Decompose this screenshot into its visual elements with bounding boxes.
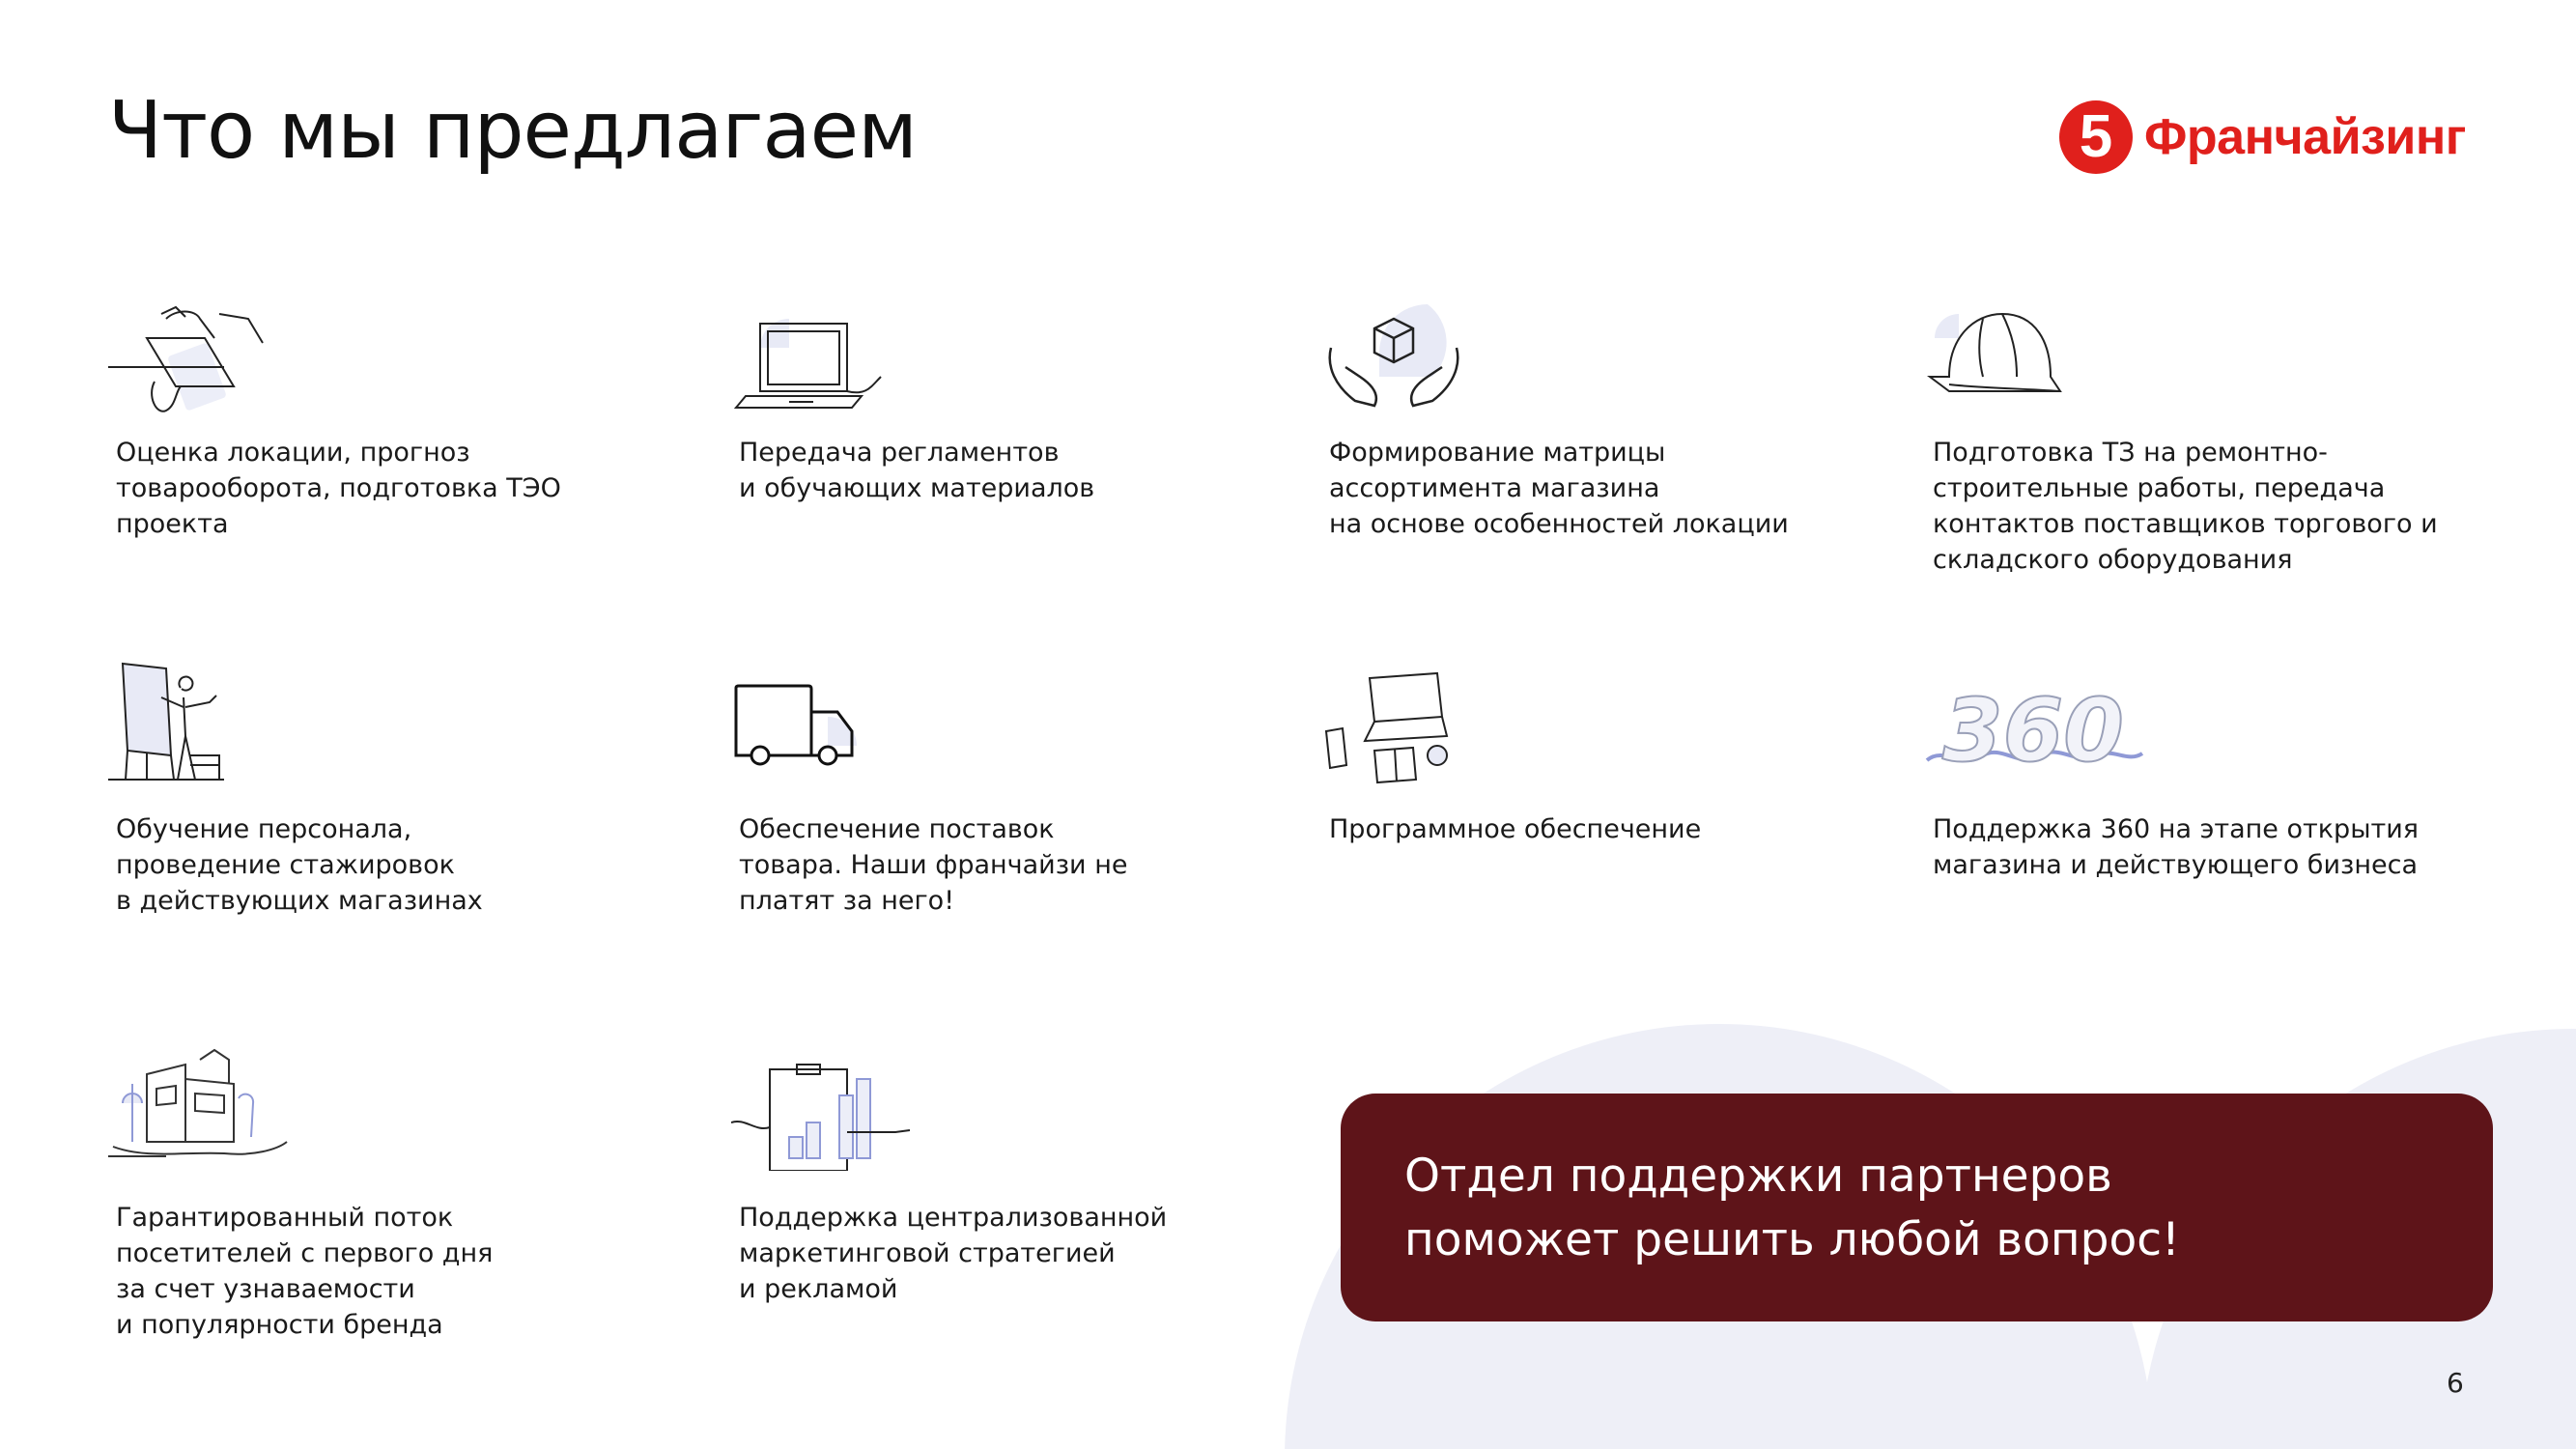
offer-item-text: Поддержка 360 на этапе открытия магазина и действующего бизнеса [1933, 814, 2420, 880]
svg-text:360: 360 [1942, 680, 2124, 781]
storefront-building-icon [108, 1045, 301, 1171]
offer-item-supply [731, 659, 1272, 916]
offer-item-text: Передача регламентов и обучающих материалов [739, 438, 1095, 503]
offer-item-text: Программное обеспечение [1329, 814, 1702, 844]
offer-item-text: Оценка локации, прогноз товарооборота, подготовка ТЭО проекта [116, 438, 561, 539]
support-callout [1341, 1094, 2493, 1321]
page-title: Что мы предлагаем [108, 85, 917, 177]
laptop-icon [731, 299, 895, 425]
delivery-truck-icon [731, 659, 895, 784]
offer-item-training [108, 659, 649, 916]
offer-item-regulations [731, 299, 1272, 503]
offer-item-construction [1925, 299, 2466, 575]
callout-text: Отдел поддержки партнеров поможет решить любой вопрос! [1404, 1150, 2180, 1266]
offer-item-text: Подготовка ТЗ на ремонтно- строительные работы, передача контактов поставщиков торгового и складского оборудования [1933, 438, 2438, 575]
offer-item-assortment [1321, 299, 1862, 539]
offer-item-marketing [731, 1045, 1272, 1304]
offer-item-location [108, 299, 649, 539]
offer-item-support360 [1925, 659, 2466, 880]
logo-five-icon: 5 [2059, 100, 2133, 174]
offer-item-software [1321, 659, 1862, 844]
360-icon [1925, 659, 2147, 784]
hard-hat-icon [1925, 299, 2089, 425]
brand-logo [2059, 100, 2466, 174]
offer-item-text: Обеспечение поставок товара. Наши франчайзи не платят за него! [739, 814, 1128, 916]
page-number: 6 [2447, 1367, 2464, 1399]
box-in-hands-icon [1321, 299, 1486, 425]
logo-text: Франчайзинг [2144, 109, 2466, 165]
offer-item-text: Поддержка централизованной маркетинговой стратегией и рекламой [739, 1203, 1168, 1304]
offer-item-text: Формирование матрицы ассортимента магазина на основе особенностей локации [1329, 438, 1789, 539]
laptop-workspace-icon [1321, 659, 1486, 784]
offer-item-traffic [108, 1045, 649, 1340]
offer-item-text: Обучение персонала, проведение стажировок в действующих магазинах [116, 814, 483, 916]
presentation-board-icon [108, 659, 272, 784]
tablet-writing-icon [108, 299, 272, 425]
offer-item-text: Гарантированный поток посетителей с первого дня за счет узнаваемости и популярности бренда [116, 1203, 494, 1340]
clipboard-chart-icon [731, 1045, 944, 1171]
